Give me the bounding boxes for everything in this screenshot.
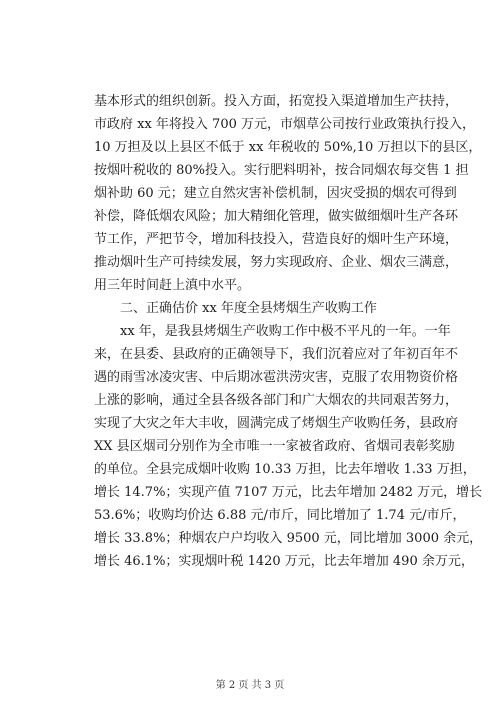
text-line: xx 年，是我县烤烟生产收购工作中极不平凡的一年。一年 — [120, 324, 451, 339]
page-footer: 第 2 页 共 3 页 — [215, 680, 285, 691]
section-heading: 二、正确估价 xx 年度全县烤烟生产收购工作 — [120, 301, 377, 316]
text-line: 的单位。全县完成烟叶收购 10.33 万担，比去年增收 1.33 万担， — [94, 462, 476, 477]
text-line: 上涨的影响，通过全县各级各部门和广大烟农的共同艰苦努力， — [94, 393, 459, 408]
text-line: 53.6%；收购均价达 6.88 元/市斤，同比增加了 1.74 元/市斤， — [94, 508, 466, 523]
text-line: 遇的雨雪冰凌灾害、中后期冰雹洪涝灾害，克服了农用物资价格 — [94, 370, 459, 385]
text-line: 实现了大灾之年大丰收，圆满完成了烤烟生产收购任务，县政府 — [94, 416, 459, 431]
text-line: 市政府 xx 年将投入 700 万元，市烟草公司按行业政策执行投入， — [94, 117, 476, 132]
text-line: 推动烟叶生产可持续发展，努力实现政府、企业、烟农三满意， — [94, 255, 459, 270]
text-line: 用三年时间赶上滇中水平。 — [94, 278, 251, 293]
text-line: 10 万担及以上县区不低于 xx 年税收的 50%,10 万担以下的县区， — [94, 140, 482, 155]
text-line: 按烟叶税收的 80%投入。实行肥料明补，按合同烟农每交售 1 担 — [94, 163, 469, 178]
text-line: 补偿，降低烟农风险；加大精细化管理，做实做细烟叶生产各环 — [94, 209, 459, 224]
text-line: 来，在县委、县政府的正确领导下，我们沉着应对了年初百年不 — [94, 347, 459, 362]
text-line: 烟补助 60 元；建立自然灾害补偿机制，因灾受损的烟农可得到 — [94, 186, 457, 201]
text-line: 基本形式的组织创新。投入方面，拓宽投入渠道增加生产扶持， — [94, 94, 459, 109]
text-line: 增长 14.7%；实现产值 7107 万元，比去年增加 2482 万元，增长 — [94, 485, 483, 500]
text-line: 增长 33.8%；种烟农户户均收入 9500 元，同比增加 3000 余元， — [94, 531, 483, 546]
text-line: 增长 46.1%；实现烟叶税 1420 万元，比去年增加 490 余万元， — [94, 554, 474, 569]
document-body — [94, 90, 483, 573]
text-line: XX 县区烟司分别作为全市唯一一家被省政府、省烟司表彰奖励 — [94, 439, 455, 454]
text-line: 节工作，严把节令，增加科技投入，营造良好的烟叶生产环境， — [94, 232, 459, 247]
